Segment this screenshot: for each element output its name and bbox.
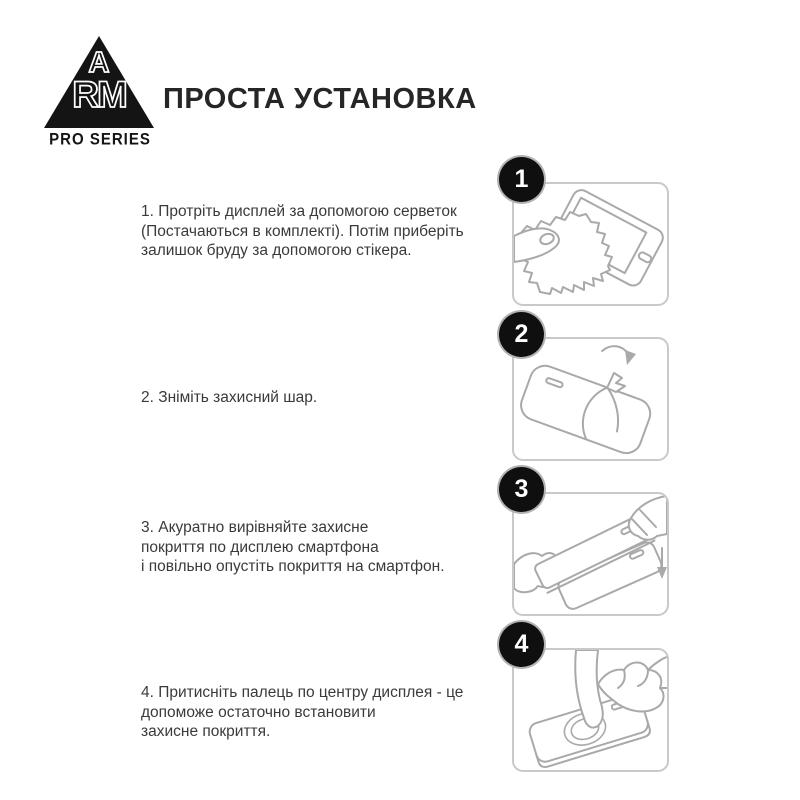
peeled-corner-flap-icon	[607, 373, 625, 392]
step-3-line-3: і повільно опустіть покриття на смартфон.	[141, 558, 445, 575]
logo-letter-a: A	[88, 47, 110, 79]
step-4-text	[141, 683, 501, 742]
logo-subtitle: PRO SERIES	[49, 130, 151, 149]
step-1-number-badge: 1	[499, 157, 544, 202]
step-2-line-1: 2. Зніміть захисний шар.	[141, 389, 318, 406]
step-3-line-1: 3. Акуратно вирівняйте захисне	[141, 519, 369, 536]
logo-letters-rm: RM	[72, 74, 126, 115]
step-4-line-3: захисне покриття.	[141, 723, 271, 740]
wipe-screen-illustration	[514, 184, 667, 304]
step-1-illustration-frame	[512, 182, 669, 306]
step-1-line-1: 1. Протріть дисплей за допомогою серветок	[141, 203, 457, 220]
step-4-line-2: допоможе остаточно встановити	[141, 703, 376, 721]
step-4-illustration-frame	[512, 648, 669, 772]
step-3-illustration-frame	[512, 492, 669, 616]
step-2-illustration-frame	[512, 337, 669, 461]
step-4-number-badge: 4	[499, 622, 544, 667]
step-4-line-1: 4. Притисніть палець по центру дисплея - це	[141, 684, 464, 701]
press-center-illustration	[514, 650, 667, 770]
step-1-text	[141, 202, 501, 261]
step-3-number-badge: 3	[499, 467, 544, 512]
right-hand-icon	[629, 496, 667, 540]
align-glass-illustration	[514, 494, 667, 614]
page-title: ПРОСТА УСТАНОВКА	[163, 83, 477, 115]
peel-layer-illustration	[514, 339, 667, 459]
arm-pro-series-logo	[44, 34, 156, 150]
protective-glass-icon	[517, 362, 655, 458]
step-3-line-2: покриття по дисплею смартфона	[141, 538, 379, 556]
step-1-line-2: (Постачаються в комплекті). Потім приберіть	[141, 222, 464, 240]
step-1-line-3: залишок бруду за допомогою стікера.	[141, 242, 412, 259]
step-3-text	[141, 518, 501, 577]
step-2-text	[141, 388, 501, 408]
step-2-number-badge: 2	[499, 312, 544, 357]
peel-direction-arrow-icon	[602, 346, 636, 365]
